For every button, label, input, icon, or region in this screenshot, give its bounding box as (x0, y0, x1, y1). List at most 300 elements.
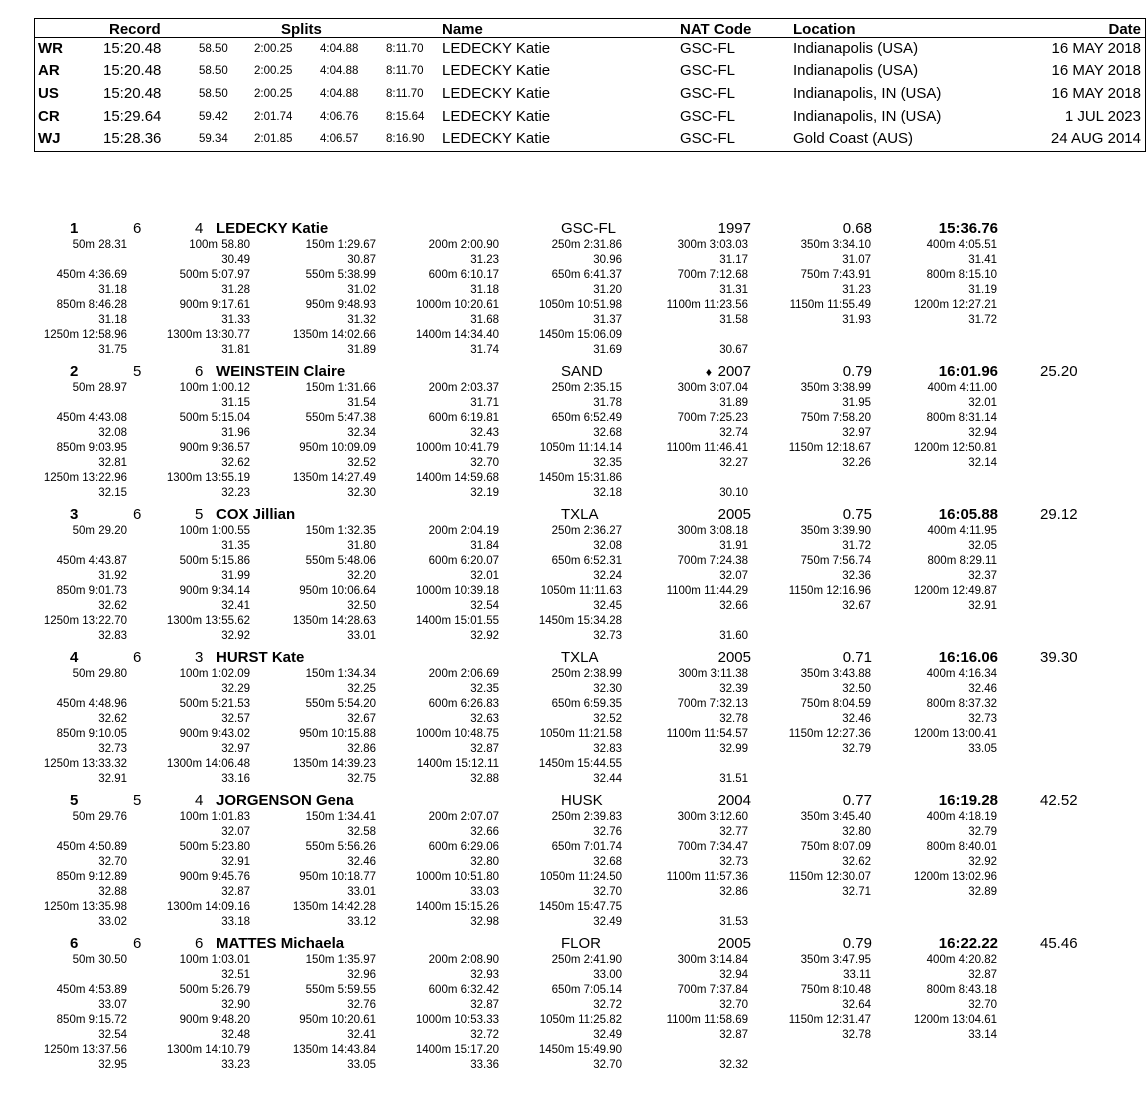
lap-time: 32.62 (842, 856, 871, 868)
team-code: TXLA (561, 649, 599, 666)
record-name: LEDECKY Katie (442, 108, 551, 125)
final-time: 16:19.28 (938, 792, 998, 809)
split-time: 1150m 11:55.49 (789, 299, 871, 311)
split-time: 1000m 10:41.79 (415, 442, 499, 454)
swimmer-header (0, 935, 1147, 952)
lap-time: 32.54 (98, 1029, 127, 1041)
split-time: 1100m 11:58.69 (666, 1014, 748, 1026)
record-code: CR (38, 108, 60, 125)
lap-time: 32.49 (593, 916, 622, 928)
lap-time: 33.00 (593, 969, 622, 981)
swimmer-header (0, 363, 1147, 380)
split-row (0, 299, 1147, 314)
split-time: 750m 8:07.09 (800, 841, 871, 853)
split-time: 500m 5:23.80 (179, 841, 250, 853)
split-time: 1200m 12:49.87 (913, 585, 997, 597)
split-time: 1050m 11:14.14 (539, 442, 622, 454)
lap-time: 32.41 (221, 600, 250, 612)
lap-time: 31.28 (221, 284, 250, 296)
record-split: 8:15.64 (386, 111, 425, 123)
record-split: 58.50 (199, 65, 228, 77)
lap-time: 31.72 (968, 314, 997, 326)
lap-time: 32.90 (221, 999, 250, 1011)
lap-time: 32.77 (719, 826, 748, 838)
split-time: 400m 4:11.95 (927, 525, 997, 537)
lap-time: 32.88 (98, 886, 127, 898)
lap-time: 32.70 (968, 999, 997, 1011)
lap-time: 31.18 (98, 314, 127, 326)
lap-time: 32.26 (842, 457, 871, 469)
lane: 3 (195, 649, 204, 666)
lap-time: 31.96 (221, 427, 250, 439)
swimmer-result (0, 506, 1147, 649)
split-time: 1200m 12:27.21 (913, 299, 997, 311)
split-time: 250m 2:35.15 (551, 382, 622, 394)
split-time: 900m 9:17.61 (179, 299, 250, 311)
lane: 6 (195, 935, 204, 952)
lap-time: 32.67 (347, 713, 376, 725)
split-time: 250m 2:41.90 (551, 954, 622, 966)
split-row (0, 585, 1147, 600)
record-split: 2:00.25 (254, 65, 293, 77)
split-time: 150m 1:34.41 (305, 811, 376, 823)
record-name: LEDECKY Katie (442, 130, 551, 147)
split-time: 150m 1:29.67 (305, 239, 376, 251)
heat: 6 (133, 220, 142, 237)
lap-time: 32.72 (470, 1029, 499, 1041)
split-time: 350m 3:45.40 (800, 811, 871, 823)
lap-time: 32.72 (593, 999, 622, 1011)
split-time: 650m 6:41.37 (551, 269, 622, 281)
lap-time: 32.23 (221, 487, 250, 499)
split-time: 400m 4:05.51 (926, 239, 997, 251)
lap-time: 32.93 (470, 969, 499, 981)
lap-time: 32.41 (347, 1029, 376, 1041)
birth-year: 2005 (717, 935, 751, 952)
lap-time: 31.07 (842, 254, 871, 266)
record-location: Indianapolis (USA) (793, 62, 919, 79)
final-time: 16:01.96 (938, 363, 998, 380)
split-time: 1150m 12:18.67 (788, 442, 871, 454)
lap-time: 31.32 (347, 314, 376, 326)
split-row (0, 728, 1147, 743)
final-time: 16:05.88 (938, 506, 998, 523)
split-time: 300m 3:12.60 (677, 811, 748, 823)
lap-time: 32.86 (347, 743, 376, 755)
split-row (0, 984, 1147, 999)
lap-time: 31.93 (842, 314, 871, 326)
split-time: 1200m 13:00.41 (913, 728, 997, 740)
lap-time: 33.12 (347, 916, 376, 928)
lap-time: 32.50 (347, 600, 376, 612)
lap-time: 32.76 (593, 826, 622, 838)
split-time: 100m 1:02.09 (179, 668, 250, 680)
lap-time: 31.81 (221, 344, 250, 356)
lap-time: 31.71 (470, 397, 499, 409)
record-split: 4:04.88 (320, 88, 359, 100)
split-time: 1350m 14:42.28 (292, 901, 376, 913)
split-time: 1050m 11:21.58 (539, 728, 622, 740)
birth-year: 2005 (717, 506, 751, 523)
split-time: 1350m 14:28.63 (292, 615, 376, 627)
split-time: 700m 7:12.68 (677, 269, 748, 281)
split-time: 1350m 14:43.84 (292, 1044, 376, 1056)
birth-year: 2005 (717, 649, 751, 666)
lap-time: 32.75 (347, 773, 376, 785)
split-time: 150m 1:31.66 (305, 382, 376, 394)
lap-time: 32.87 (470, 743, 499, 755)
lap-time: 31.78 (593, 397, 622, 409)
lap-time: 31.68 (470, 314, 499, 326)
lap-time: 30.96 (593, 254, 622, 266)
lap-row (0, 969, 1147, 984)
place: 5 (70, 792, 79, 809)
split-row (0, 329, 1147, 344)
time-behind: 45.46 (1040, 935, 1078, 952)
split-time: 200m 2:04.19 (428, 525, 499, 537)
lap-time: 32.30 (347, 487, 376, 499)
split-time: 900m 9:48.20 (179, 1014, 250, 1026)
team-code: HUSK (561, 792, 603, 809)
lap-time: 30.87 (347, 254, 376, 266)
lap-time: 32.54 (470, 600, 499, 612)
record-split: 2:00.25 (254, 88, 293, 100)
split-time: 400m 4:20.82 (926, 954, 997, 966)
split-time: 1150m 12:30.07 (788, 871, 871, 883)
lap-time: 32.52 (347, 457, 376, 469)
lap-time: 32.88 (470, 773, 499, 785)
split-time: 600m 6:20.07 (428, 555, 499, 567)
lap-time: 32.79 (842, 743, 871, 755)
lap-row (0, 856, 1147, 871)
split-time: 850m 9:12.89 (56, 871, 127, 883)
final-time: 16:16.06 (938, 649, 998, 666)
split-time: 50m 28.97 (72, 382, 127, 394)
split-row (0, 668, 1147, 683)
split-time: 1000m 10:51.80 (415, 871, 499, 883)
time-behind: 39.30 (1040, 649, 1078, 666)
record-code: US (38, 85, 59, 102)
split-row (0, 698, 1147, 713)
heat: 6 (133, 935, 142, 952)
split-time: 450m 4:43.08 (56, 412, 127, 424)
split-time: 1150m 12:16.96 (788, 585, 871, 597)
split-time: 1100m 11:44.29 (666, 585, 748, 597)
split-time: 1450m 15:06.09 (538, 329, 622, 341)
split-time: 1100m 11:57.36 (666, 871, 748, 883)
lap-time: 32.63 (470, 713, 499, 725)
lap-time: 31.41 (968, 254, 997, 266)
place: 4 (70, 649, 79, 666)
lap-time: 32.20 (347, 570, 376, 582)
record-nat-code: GSC-FL (680, 40, 736, 57)
lap-time: 31.02 (347, 284, 376, 296)
lap-time: 32.62 (98, 600, 127, 612)
lap-time: 31.37 (593, 314, 622, 326)
split-time: 400m 4:18.19 (926, 811, 997, 823)
lap-time: 31.84 (470, 540, 499, 552)
swimmer-result (0, 649, 1147, 792)
split-time: 1000m 10:48.75 (415, 728, 499, 740)
lap-time: 31.54 (347, 397, 376, 409)
heat: 5 (133, 792, 142, 809)
split-time: 200m 2:07.07 (428, 811, 499, 823)
lap-time: 32.64 (842, 999, 871, 1011)
split-time: 100m 1:03.01 (179, 954, 250, 966)
split-time: 150m 1:35.97 (305, 954, 376, 966)
lap-time: 32.73 (719, 856, 748, 868)
split-time: 550m 5:54.20 (305, 698, 376, 710)
split-row (0, 382, 1147, 397)
lap-time: 31.20 (593, 284, 622, 296)
split-time: 650m 7:05.14 (551, 984, 622, 996)
place: 6 (70, 935, 79, 952)
team-code: GSC-FL (561, 220, 617, 237)
lap-time: 31.91 (719, 540, 748, 552)
split-time: 500m 5:26.79 (179, 984, 250, 996)
record-split: 2:01.74 (254, 111, 293, 123)
split-time: 1400m 15:17.20 (415, 1044, 499, 1056)
lap-time: 33.05 (968, 743, 997, 755)
reaction-time: 0.79 (842, 363, 872, 380)
lap-row (0, 314, 1147, 329)
split-row (0, 954, 1147, 969)
split-time: 1250m 13:35.98 (43, 901, 127, 913)
lap-row (0, 683, 1147, 698)
lap-time: 33.23 (221, 1059, 250, 1071)
split-time: 800m 8:15.10 (926, 269, 997, 281)
swimmer-name: COX Jillian (216, 506, 296, 523)
split-time: 550m 5:47.38 (305, 412, 376, 424)
lap-time: 32.66 (719, 600, 748, 612)
lap-time: 31.23 (842, 284, 871, 296)
header-name: Name (442, 21, 483, 38)
lap-time: 31.58 (719, 314, 748, 326)
lap-time: 32.36 (842, 570, 871, 582)
lap-time: 32.92 (221, 630, 250, 642)
swimmer-name: WEINSTEIN Claire (216, 363, 346, 380)
record-name: LEDECKY Katie (442, 40, 551, 57)
lap-time: 31.95 (842, 397, 871, 409)
lap-time: 32.71 (842, 886, 871, 898)
lap-time: 32.91 (968, 600, 997, 612)
time-behind: 42.52 (1040, 792, 1078, 809)
split-time: 1450m 15:47.75 (538, 901, 622, 913)
lap-time: 32.46 (842, 713, 871, 725)
lap-time: 32.62 (98, 713, 127, 725)
place: 3 (70, 506, 79, 523)
split-time: 700m 7:25.23 (677, 412, 748, 424)
header-record: Record (109, 21, 161, 38)
lap-time: 33.02 (98, 916, 127, 928)
split-time: 1050m 10:51.98 (538, 299, 622, 311)
lap-time: 31.69 (593, 344, 622, 356)
lap-time: 31.18 (98, 284, 127, 296)
split-time: 450m 4:36.69 (56, 269, 127, 281)
lap-time: 32.01 (968, 397, 997, 409)
split-time: 850m 8:46.28 (56, 299, 127, 311)
split-time: 950m 10:18.77 (299, 871, 376, 883)
final-time: 15:36.76 (938, 220, 998, 237)
lap-time: 32.94 (719, 969, 748, 981)
lap-time: 31.74 (470, 344, 499, 356)
split-time: 300m 3:11.38 (678, 668, 748, 680)
lap-time: 32.91 (98, 773, 127, 785)
record-code: WJ (38, 130, 61, 147)
split-time: 750m 8:04.59 (800, 698, 871, 710)
split-time: 700m 7:24.38 (677, 555, 748, 567)
split-time: 850m 9:10.05 (56, 728, 127, 740)
split-time: 750m 7:56.74 (800, 555, 871, 567)
lap-time: 32.70 (593, 886, 622, 898)
split-time: 1350m 14:39.23 (292, 758, 376, 770)
split-time: 1300m 14:09.16 (166, 901, 250, 913)
place: 1 (70, 220, 79, 237)
lap-time: 33.16 (221, 773, 250, 785)
split-time: 300m 3:03.03 (677, 239, 748, 251)
swimmer-header (0, 506, 1147, 523)
record-split: 59.34 (199, 133, 228, 145)
record-nat-code: GSC-FL (680, 130, 736, 147)
record-nat-code: GSC-FL (680, 85, 736, 102)
split-time: 150m 1:34.34 (305, 668, 376, 680)
split-row (0, 472, 1147, 487)
heat: 6 (133, 506, 142, 523)
split-time: 400m 4:11.00 (927, 382, 997, 394)
split-time: 500m 5:21.53 (179, 698, 250, 710)
record-code: AR (38, 62, 60, 79)
lap-row (0, 999, 1147, 1014)
record-split: 4:04.88 (320, 65, 359, 77)
split-row (0, 555, 1147, 570)
lane: 4 (195, 792, 204, 809)
lap-time: 32.91 (221, 856, 250, 868)
split-time: 50m 29.20 (72, 525, 127, 537)
lap-row (0, 630, 1147, 645)
split-row (0, 871, 1147, 886)
team-code: FLOR (561, 935, 602, 952)
split-time: 750m 7:43.91 (800, 269, 871, 281)
lap-time: 32.97 (221, 743, 250, 755)
lap-row (0, 344, 1147, 359)
lane: 6 (195, 363, 204, 380)
split-row (0, 901, 1147, 916)
swimmer-name: JORGENSON Gena (216, 792, 354, 809)
lap-time: 33.14 (968, 1029, 997, 1041)
split-time: 1450m 15:44.55 (538, 758, 622, 770)
lap-time: 32.48 (221, 1029, 250, 1041)
lap-time: 31.80 (347, 540, 376, 552)
split-time: 1100m 11:46.41 (666, 442, 748, 454)
lap-row (0, 254, 1147, 269)
split-time: 750m 7:58.20 (800, 412, 871, 424)
lap-time: 33.07 (98, 999, 127, 1011)
lap-time: 31.92 (98, 570, 127, 582)
split-row (0, 758, 1147, 773)
split-time: 450m 4:43.87 (56, 555, 127, 567)
split-time: 700m 7:37.84 (677, 984, 748, 996)
record-split: 8:11.70 (386, 65, 424, 77)
swimmer-result (0, 792, 1147, 935)
lap-time: 32.30 (593, 683, 622, 695)
lap-time: 31.17 (719, 254, 748, 266)
lap-time: 32.08 (593, 540, 622, 552)
diamond-icon: ♦ (705, 365, 712, 379)
split-time: 1200m 13:04.61 (913, 1014, 997, 1026)
split-time: 300m 3:08.18 (677, 525, 748, 537)
split-time: 350m 3:38.99 (800, 382, 871, 394)
split-row (0, 811, 1147, 826)
split-time: 1050m 11:24.50 (539, 871, 622, 883)
split-time: 1100m 11:23.56 (666, 299, 748, 311)
record-date: 16 MAY 2018 (1051, 40, 1141, 57)
split-time: 850m 9:03.95 (56, 442, 127, 454)
record-location: Indianapolis (USA) (793, 40, 919, 57)
lap-time: 31.15 (221, 397, 250, 409)
lap-row (0, 886, 1147, 901)
split-time: 1300m 14:06.48 (166, 758, 250, 770)
lap-time: 32.35 (593, 457, 622, 469)
split-time: 1000m 10:39.18 (415, 585, 499, 597)
lap-time: 33.18 (221, 916, 250, 928)
record-time: 15:20.48 (103, 85, 162, 102)
lap-row (0, 427, 1147, 442)
lap-time: 32.97 (842, 427, 871, 439)
lap-time: 32.51 (221, 969, 250, 981)
split-time: 950m 9:48.93 (305, 299, 376, 311)
split-time: 550m 5:56.26 (305, 841, 376, 853)
split-time: 900m 9:34.14 (179, 585, 250, 597)
record-split: 58.50 (199, 88, 228, 100)
split-time: 1350m 14:02.66 (292, 329, 376, 341)
record-location: Gold Coast (AUS) (793, 130, 914, 147)
lap-row (0, 570, 1147, 585)
lap-time: 32.94 (968, 427, 997, 439)
lap-time: 30.67 (719, 344, 748, 356)
split-time: 1000m 10:20.61 (415, 299, 499, 311)
lap-time: 32.87 (719, 1029, 748, 1041)
birth-year: 1997 (717, 220, 751, 237)
record-time: 15:20.48 (103, 40, 162, 57)
split-time: 1400m 15:01.55 (415, 615, 499, 627)
split-time: 50m 28.31 (72, 239, 127, 251)
time-behind: 29.12 (1040, 506, 1078, 523)
lap-time: 32.81 (98, 457, 127, 469)
lap-time: 32.89 (968, 886, 997, 898)
lap-time: 32.34 (347, 427, 376, 439)
split-time: 950m 10:06.64 (299, 585, 376, 597)
lap-time: 32.39 (719, 683, 748, 695)
split-time: 1100m 11:54.57 (666, 728, 748, 740)
split-time: 300m 3:14.84 (677, 954, 748, 966)
split-time: 950m 10:20.61 (299, 1014, 376, 1026)
lap-row (0, 743, 1147, 758)
birth-year: 2004 (717, 792, 751, 809)
lap-time: 32.70 (98, 856, 127, 868)
split-time: 800m 8:43.18 (926, 984, 997, 996)
lap-time: 32.05 (968, 540, 997, 552)
split-row (0, 1044, 1147, 1059)
split-time: 650m 6:59.35 (551, 698, 622, 710)
swimmer-result (0, 220, 1147, 363)
split-time: 450m 4:53.89 (56, 984, 127, 996)
lap-time: 32.08 (98, 427, 127, 439)
split-time: 250m 2:31.86 (551, 239, 622, 251)
split-time: 1250m 13:37.56 (43, 1044, 127, 1056)
lap-time: 32.44 (593, 773, 622, 785)
record-date: 16 MAY 2018 (1051, 62, 1141, 79)
lap-time: 31.60 (719, 630, 748, 642)
